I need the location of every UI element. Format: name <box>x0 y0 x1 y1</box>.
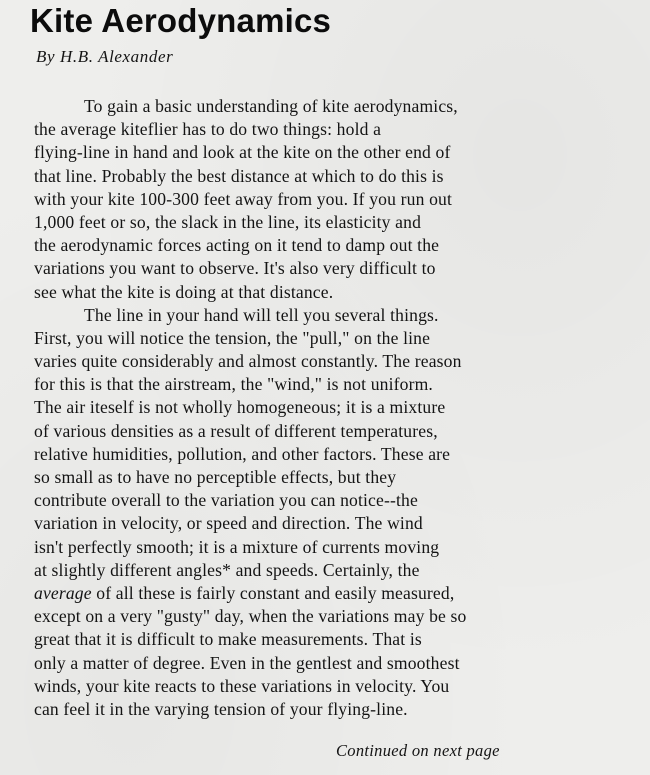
paragraph-2-line: of various densities as a result of different temperatures, <box>34 420 438 441</box>
paragraph-1-line: the aerodynamic forces acting on it tend to damp out the <box>34 235 440 256</box>
paragraph-2-line: relative humidities, pollution, and other factors. These are <box>34 443 451 464</box>
paragraph-2-line: at slightly different angles* and speeds. Certainly, the <box>34 559 420 580</box>
paragraph-2-line: The air iteself is not wholly homogeneous; it is a mixture <box>34 397 446 418</box>
paragraph-2-line: except on a very "gusty" day, when the variations may be so <box>34 606 467 627</box>
paragraph-2-line: for this is that the airstream, the "wind," is not uniform. <box>34 374 433 395</box>
paragraph-2-line: varies quite considerably and almost constantly. The reason <box>34 351 462 372</box>
paragraph-2-line: great that it is difficult to make measurements. That is <box>34 629 422 650</box>
paragraph-2-line: winds, your kite reacts to these variations in velocity. You <box>34 675 450 696</box>
paragraph-2-line: can feel it in the varying tension of your flying-line. <box>34 698 408 719</box>
paragraph-2-line: contribute overall to the variation you can notice--the <box>34 490 418 511</box>
paragraph-1-line: with your kite 100-300 feet away from you. If you run out <box>34 188 452 209</box>
article-title: Kite Aerodynamics <box>30 2 332 39</box>
paragraph-2-line: so small as to have no perceptible effects, but they <box>34 467 397 487</box>
paragraph-2-line <box>34 582 594 605</box>
byline: By H.B. Alexander <box>36 47 174 66</box>
paragraph-1-line: variations you want to observe. It's also very difficult to <box>34 258 436 279</box>
line-remainder: of all these is fairly constant and easily measured, <box>91 582 455 603</box>
paragraph-2-line: First, you will notice the tension, the "pull," on the line <box>34 327 431 348</box>
paragraph-2-line: isn't perfectly smooth; it is a mixture of currents moving <box>34 536 440 557</box>
article-body <box>34 95 594 721</box>
paragraph-1-line: that line. Probably the best distance at which to do this is <box>34 165 444 186</box>
continued-note: Continued on next page <box>336 741 500 760</box>
paragraph-1-line: 1,000 feet or so, the slack in the line, its elasticity and <box>34 211 422 232</box>
paragraph-2-line: The line in your hand will tell you several things. <box>84 304 439 325</box>
emphasis-word: average <box>34 582 92 603</box>
paragraph-1-line: To gain a basic understanding of kite aerodynamics, <box>84 96 458 116</box>
paragraph-2-line: variation in velocity, or speed and direction. The wind <box>34 513 423 534</box>
paragraph-1-line: the average kiteflier has to do two things: hold a <box>34 119 382 140</box>
paragraph-1-line: flying-line in hand and look at the kite on the other end of <box>34 142 451 163</box>
paragraph-1-line: see what the kite is doing at that distance. <box>34 281 334 302</box>
paragraph-2-line: only a matter of degree. Even in the gentlest and smoothest <box>34 652 460 673</box>
